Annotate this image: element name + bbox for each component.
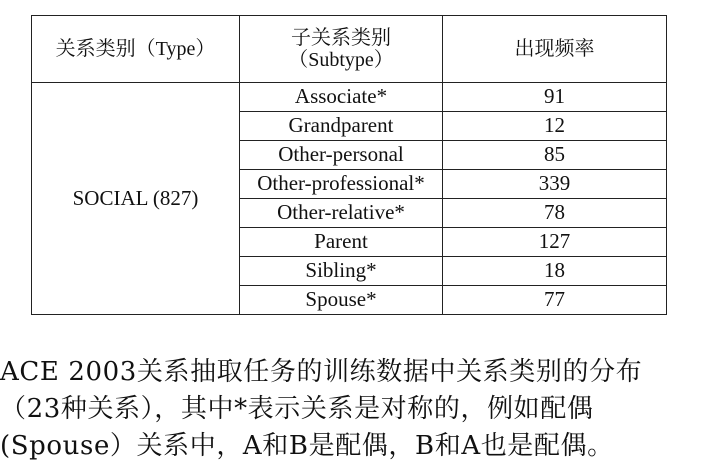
subtype-cell: Parent <box>240 228 443 257</box>
count-cell: 85 <box>443 141 667 170</box>
subtype-cell: Spouse* <box>240 286 443 315</box>
count-cell: 127 <box>443 228 667 257</box>
count-cell: 77 <box>443 286 667 315</box>
caption-line-2: （23种关系），其中*表示关系是对称的，例如配偶 <box>0 394 594 424</box>
header-subtype <box>240 16 443 83</box>
subtype-cell: Other-personal <box>240 141 443 170</box>
subtype-cell: Associate* <box>240 83 443 112</box>
caption-line-1: ACE 2003关系抽取任务的训练数据中关系类别的分布 <box>0 357 643 387</box>
header-subtype-line2: （Subtype） <box>288 49 394 71</box>
table-caption <box>0 354 725 465</box>
subtype-cell: Other-professional* <box>240 170 443 199</box>
count-cell: 91 <box>443 83 667 112</box>
count-cell: 12 <box>443 112 667 141</box>
header-subtype-line1: 子关系类别 <box>291 27 391 49</box>
count-cell: 78 <box>443 199 667 228</box>
count-cell: 18 <box>443 257 667 286</box>
table-header-row <box>32 16 667 83</box>
type-cell-social: SOCIAL (827) <box>32 83 240 315</box>
header-frequency: 出现频率 <box>443 16 667 83</box>
table-row <box>32 83 667 112</box>
relation-distribution-table <box>31 15 667 315</box>
subtype-cell: Grandparent <box>240 112 443 141</box>
subtype-cell: Other-relative* <box>240 199 443 228</box>
header-type: 关系类别（Type） <box>32 16 240 83</box>
caption-line-3: (Spouse）关系中，A和B是配偶，B和A也是配偶。 <box>0 431 614 461</box>
subtype-cell: Sibling* <box>240 257 443 286</box>
count-cell: 339 <box>443 170 667 199</box>
